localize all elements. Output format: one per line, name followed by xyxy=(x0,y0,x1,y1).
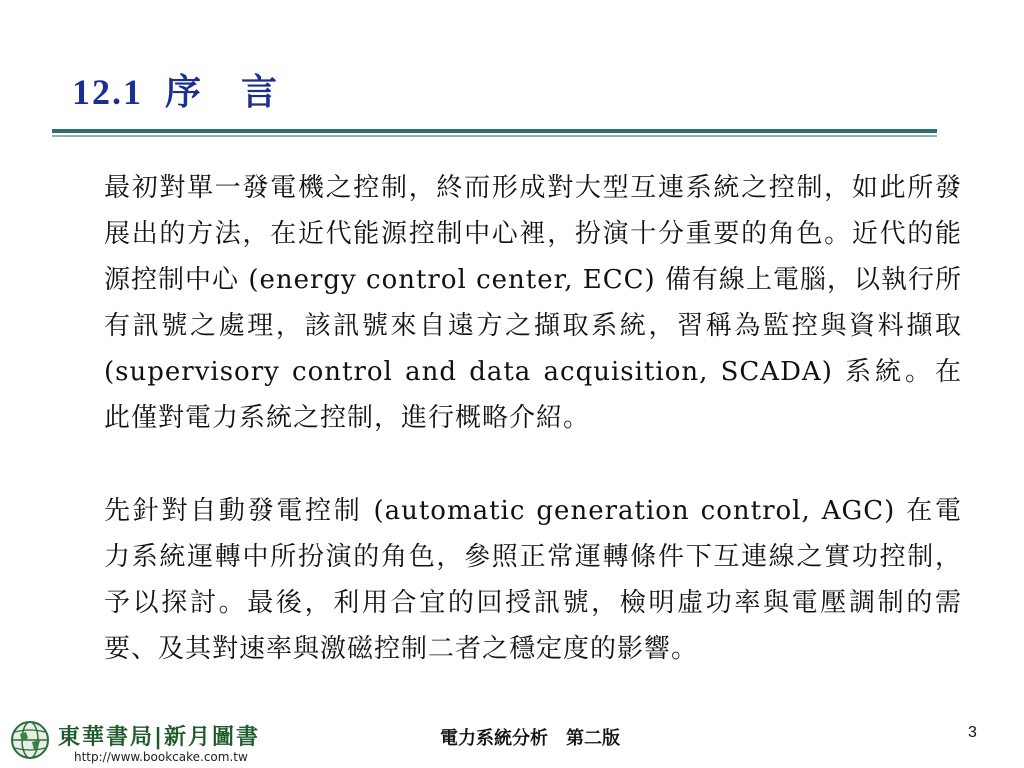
divider-thin-line xyxy=(52,135,937,137)
footer-book-title: 電力系統分析 第二版 xyxy=(440,728,620,749)
body-paragraph-1: 最初對單一發電機之控制，終而形成對大型互連系統之控制，如此所發展出的方法，在近代能源控制中心裡，扮演十分重要的角色。近代的能源控制中心 (energy control center, ECC) 備有線上電腦，以執行所有訊號之處理，該訊號來自遠方之擷取系統，習稱為監控與資料擷取 (supervisory control and data acquisition, SCADA) 系統。在此僅對電力系統之控制，進行概略介紹。 xyxy=(104,173,962,433)
divider-thick-line xyxy=(52,129,937,133)
body-paragraph-2: 先針對自動發電控制 (automatic generation control, AGC) 在電力系統運轉中所扮演的角色，參照正常運轉條件下互連線之實功控制，予以探討。最後，利用合宜的回授訊號，檢明虛功率與電壓調制的需要、及其對速率與激磁控制二者之穩定度的影響。 xyxy=(104,496,962,664)
publisher-name: 東華書局|新月圖書 xyxy=(58,725,261,750)
title-divider xyxy=(52,129,937,138)
publisher-logo xyxy=(4,714,284,766)
globe-icon xyxy=(10,720,50,760)
slide-title: 12.1 序 言 xyxy=(72,72,280,112)
page-number: 3 xyxy=(968,724,977,741)
publisher-url: http://www.bookcake.com.tw xyxy=(74,750,248,764)
